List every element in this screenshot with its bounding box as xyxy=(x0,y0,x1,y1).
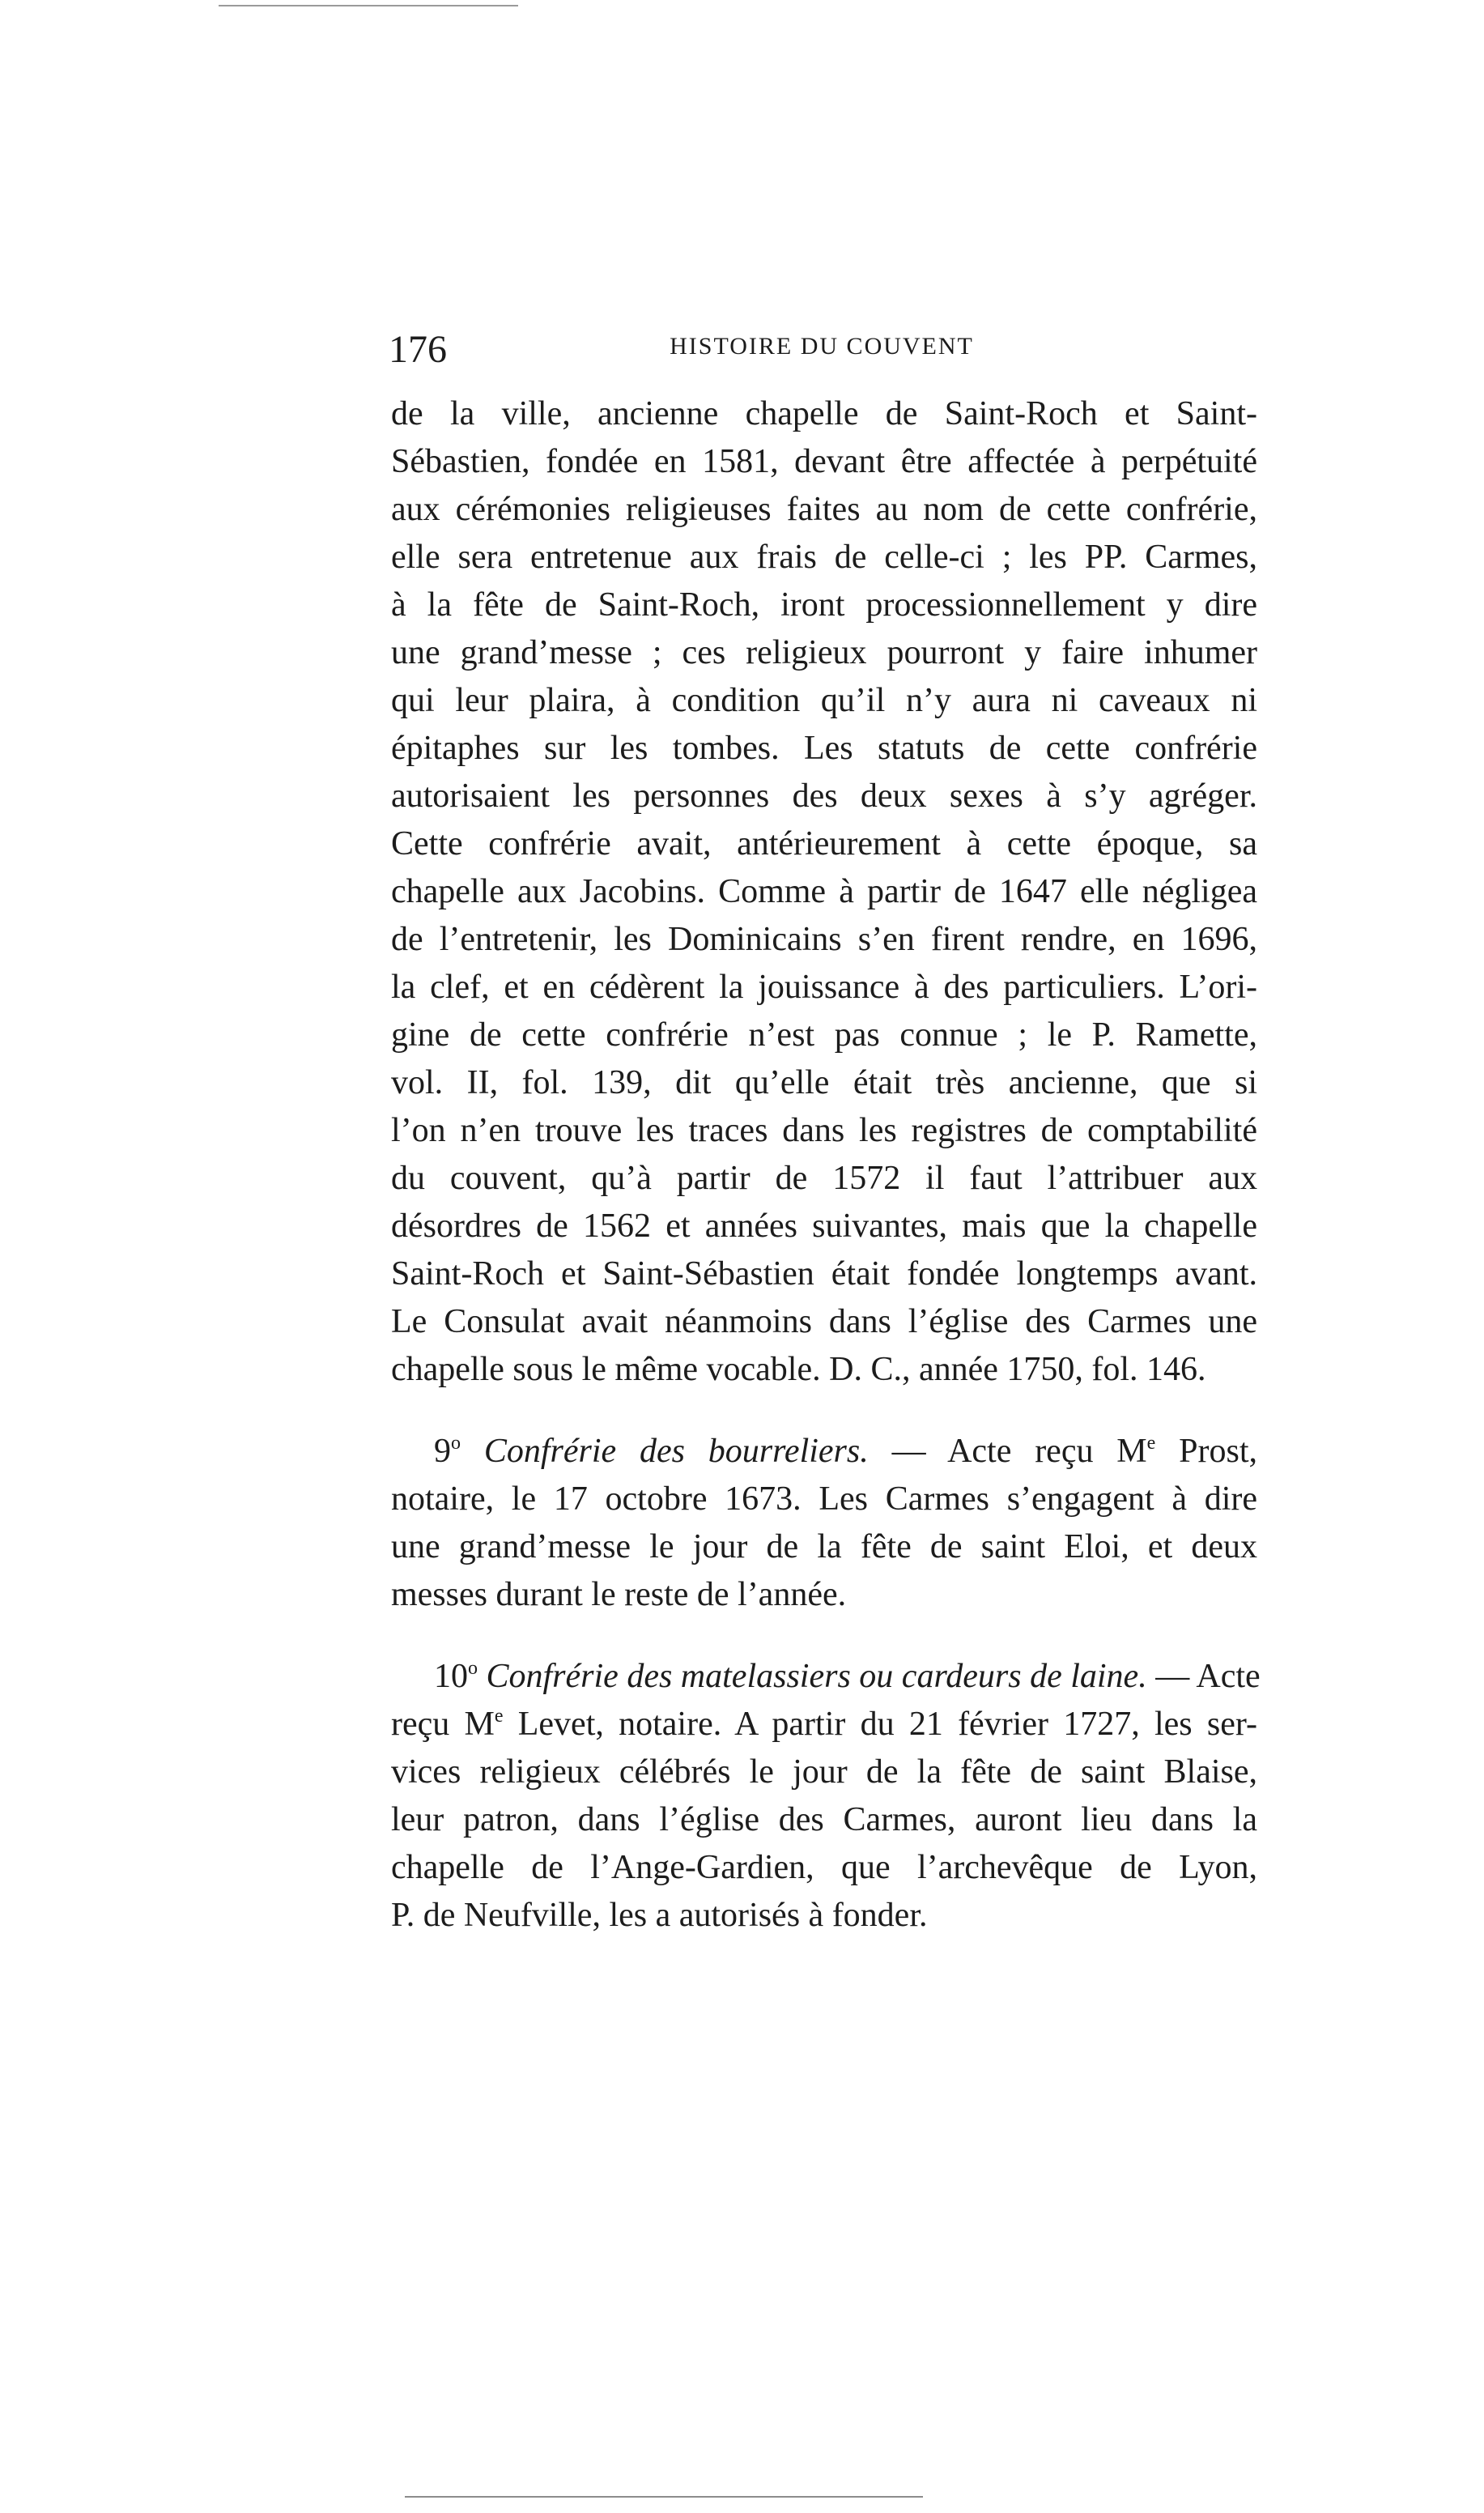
body-text xyxy=(391,390,1261,1940)
text-line: l’on n’en trouve les traces dans les registres de comptabilité xyxy=(391,1112,1257,1149)
text-line: du couvent, qu’à partir de 1572 il faut l’attribuer aux xyxy=(391,1160,1257,1197)
text-line: vices religieux célébrés le jour de la fête de saint Blaise, xyxy=(391,1753,1257,1791)
entry-text: Prost, xyxy=(1155,1433,1257,1470)
entry-text: reçu M xyxy=(391,1706,495,1743)
entry-number: 9 xyxy=(434,1433,451,1470)
entry-9-bourreliers xyxy=(391,1428,1257,1619)
page-number: 176 xyxy=(389,328,447,371)
text-line: notaire, le 17 octobre 1673. Les Carmes s’engagent à dire xyxy=(391,1480,1257,1518)
entry-10-matelassiers xyxy=(391,1653,1261,1940)
degree-mark: o xyxy=(451,1433,461,1454)
entry-text: — Acte xyxy=(1146,1658,1261,1695)
text-line: gine de cette confrérie n’est pas connue ; le P. Ramette, xyxy=(391,1016,1257,1054)
text-line: qui leur plaira, à condition qu’il n’y aura ni caveaux ni xyxy=(391,682,1257,719)
entry-text: Levet, notaire. A partir du 21 février 1727, les ser- xyxy=(503,1706,1257,1743)
bottom-edge-rule xyxy=(405,2496,923,2498)
text-line: une grand’messe ; ces religieux pourront y faire inhumer xyxy=(391,634,1257,671)
text-line: chapelle sous le même vocable. D. C., année 1750, fol. 146. xyxy=(391,1351,1206,1388)
paragraph-gap xyxy=(391,1619,1257,1653)
entry-9-first-line xyxy=(391,1428,1257,1476)
entry-10-first-line xyxy=(391,1653,1261,1701)
text-line: aux cérémonies religieuses faites au nom de cette confrérie, xyxy=(391,491,1257,528)
text-line: désordres de 1562 et années suivantes, mais que la chapelle xyxy=(391,1208,1257,1245)
running-title: HISTOIRE DU COUVENT xyxy=(670,333,974,360)
text-line: vol. II, fol. 139, dit qu’elle était très ancienne, que si xyxy=(391,1064,1257,1101)
text-line: chapelle aux Jacobins. Comme à partir de 1647 elle négligea xyxy=(391,873,1257,910)
text-line: à la fête de Saint-Roch, iront processionnellement y dire xyxy=(391,586,1257,624)
page-header xyxy=(389,326,1255,374)
text-line: une grand’messe le jour de la fête de saint Eloi, et deux xyxy=(391,1528,1257,1565)
text-line: autorisaient les personnes des deux sexes à s’y agréger. xyxy=(391,777,1257,815)
entry-10-second-line xyxy=(391,1701,1257,1748)
text-line: épitaphes sur les tombes. Les statuts de cette confrérie xyxy=(391,730,1257,767)
paragraph-gap xyxy=(391,1394,1257,1428)
text-line: Cette confrérie avait, antérieurement à cette époque, sa xyxy=(391,825,1257,863)
text-line: elle sera entretenue aux frais de celle-ci ; les PP. Carmes, xyxy=(391,539,1257,576)
text-line: Le Consulat avait néanmoins dans l’église des Carmes une xyxy=(391,1303,1257,1340)
text-line: de la ville, ancienne chapelle de Saint-Roch et Saint- xyxy=(391,395,1257,432)
top-edge-rule xyxy=(219,5,518,6)
text-line: P. de Neufville, les a autorisés à fonder. xyxy=(391,1897,928,1934)
text-line: leur patron, dans l’église des Carmes, auront lieu dans la xyxy=(391,1801,1257,1838)
text-line: la clef, et en cédèrent la jouissance à des particuliers. L’ori- xyxy=(391,969,1257,1006)
superscript: e xyxy=(494,1706,504,1727)
text-line: chapelle de l’Ange-Gardien, que l’archevêque de Lyon, xyxy=(391,1849,1257,1886)
text-line: Saint-Roch et Saint-Sébastien était fondée longtemps avant. xyxy=(391,1255,1257,1293)
text-line: messes durant le reste de l’année. xyxy=(391,1576,847,1613)
text-line: Sébastien, fondée en 1581, devant être affectée à perpétuité xyxy=(391,443,1257,480)
paragraph-continued xyxy=(391,390,1257,1394)
entry-title: Confrérie des bourreliers. xyxy=(483,1433,869,1470)
entry-title: Confrérie des matelassiers ou cardeurs de laine. xyxy=(486,1658,1147,1695)
text-line: de l’entretenir, les Dominicains s’en firent rendre, en 1696, xyxy=(391,921,1257,958)
superscript: e xyxy=(1146,1433,1156,1454)
entry-text: — Acte reçu M xyxy=(868,1433,1147,1470)
entry-number: 10 xyxy=(434,1658,468,1695)
degree-mark: o xyxy=(468,1658,478,1679)
